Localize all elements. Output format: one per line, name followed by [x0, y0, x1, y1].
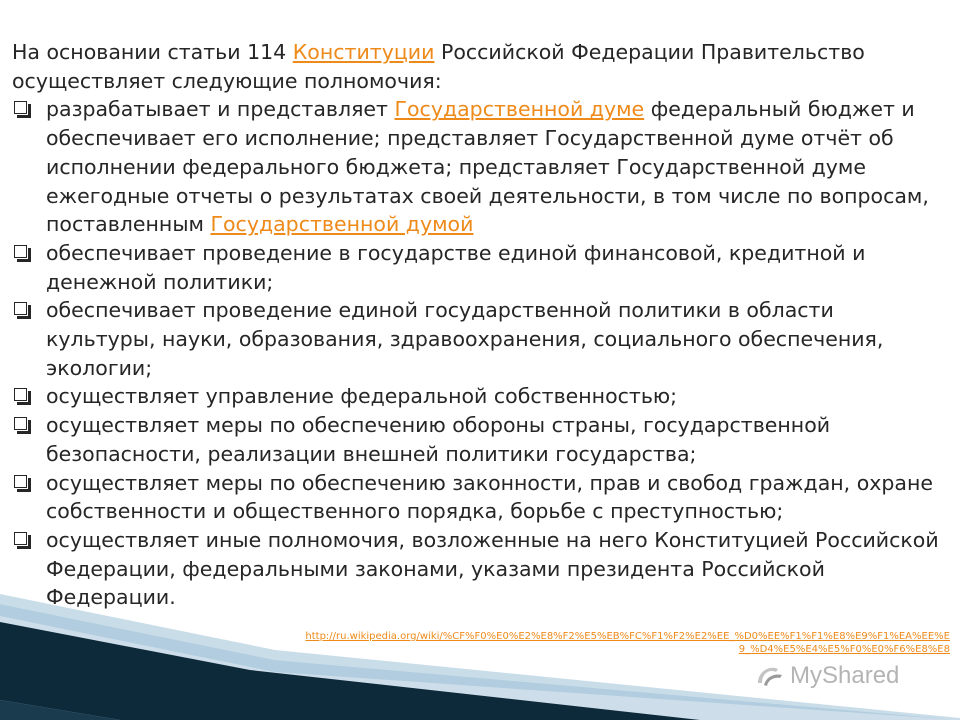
intro-paragraph	[12, 38, 947, 95]
item-text: осуществляет управление федеральной собственностью;	[46, 384, 678, 409]
checkbox-bullet-icon	[14, 475, 27, 488]
item-text: обеспечивает проведение единой государственной политики в области культуры, науки, образования, здравоохранения, социального обеспечения, экологии;	[46, 298, 884, 380]
list-item	[12, 382, 947, 411]
item-text: разрабатывает и представляет	[46, 97, 395, 122]
list-item	[12, 239, 947, 296]
intro-prefix: На основании статьи 114	[12, 40, 293, 64]
source-citation	[300, 630, 950, 656]
konstitutsiya-link[interactable]: Конституции	[292, 40, 435, 64]
gosduma-link-2[interactable]: Государственной думой	[210, 212, 474, 237]
list-item	[12, 296, 947, 382]
item-text: обеспечивает проведение в государстве единой финансовой, кредитной и денежной политики;	[46, 240, 866, 294]
checkbox-bullet-icon	[14, 101, 27, 114]
checkbox-bullet-icon	[14, 388, 27, 401]
item-text: осуществляет иные полномочия, возложенные на него Конституцией Российской Федерации, федеральными законами, указами президента Российской Федерации.	[46, 527, 939, 610]
checkbox-bullet-icon	[14, 532, 27, 545]
list-item	[12, 411, 947, 468]
myshared-watermark	[756, 662, 899, 690]
checkbox-bullet-icon	[14, 302, 27, 315]
gosduma-link[interactable]: Государственной думе	[394, 97, 645, 122]
item-text: федеральный бюджет и обеспечивает его исполнение; представляет Государственной думе отчёт об исполнении федерального бюджета; представляет Государственной думе ежегодные отчеты о результатах своей деятельности, в том числе по вопросам, поставленным	[46, 97, 929, 237]
list-item	[12, 469, 947, 526]
source-url-link[interactable]: http://ru.wikipedia.org/wiki/%CF%F0%E0%E2%E8%F2%E5%EB%FC%F1%F2%E2%EE_%D0%EE%F1%F1%E8%E9%F1%EA%EE%E9_%D4%E5%E4%E5%F0%E0%F6%E8%E8	[305, 631, 950, 655]
checkbox-bullet-icon	[14, 245, 27, 258]
item-text: осуществляет меры по обеспечению законности, прав и свобод граждан, охране собственности и общественного порядка, борьбе с преступностью;	[46, 470, 933, 524]
checkbox-bullet-icon	[14, 417, 27, 430]
powers-list	[12, 95, 947, 612]
intro-suffix: Российской Федерации Правительство осуществляет следующие полномочия:	[12, 40, 865, 93]
list-item	[12, 95, 947, 239]
main-text	[12, 38, 947, 612]
item-text: осуществляет меры по обеспечению обороны страны, государственной безопасности, реализации внешней политики государства;	[46, 413, 831, 466]
list-item	[12, 526, 947, 612]
watermark-text: MyShared	[790, 662, 900, 689]
myshared-logo-icon	[756, 663, 786, 689]
